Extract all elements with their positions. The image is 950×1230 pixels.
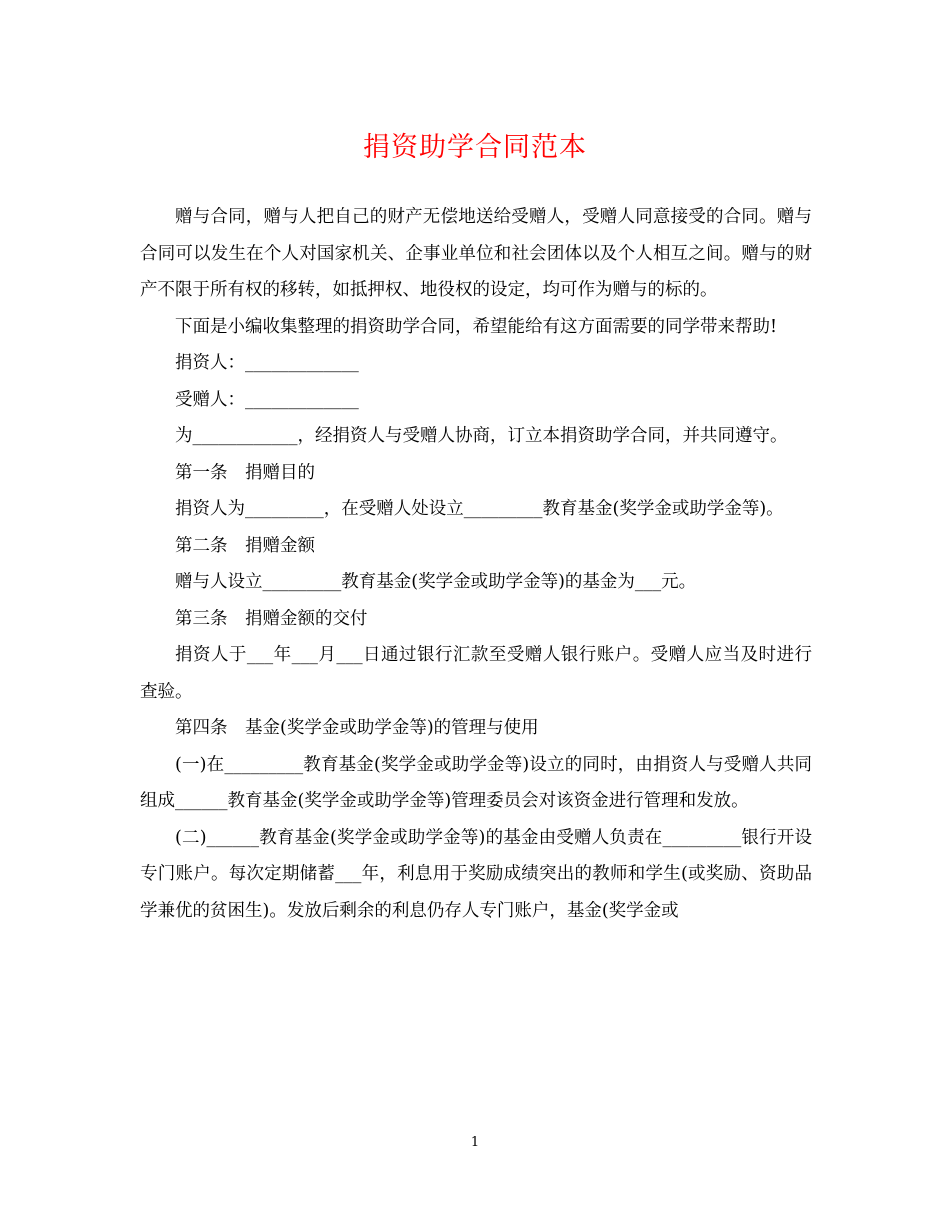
page-number: 1 bbox=[470, 1135, 480, 1150]
document-body bbox=[140, 199, 812, 929]
paragraph: 赠与合同，赠与人把自己的财产无偿地送给受赠人，受赠人同意接受的合同。赠与合同可以发生在个人对国家机关、企事业单位和社会团体以及个人相互之间。赠与的财产不限于所有权的移转，如抵押权、地役权的设定，均可作为赠与的标的。 bbox=[140, 207, 812, 300]
paragraph: 捐资人于___年___月___日通过银行汇款至受赠人银行账户。受赠人应当及时进行查验。 bbox=[140, 645, 812, 702]
article-heading: 第四条 基金(奖学金或助学金等)的管理与使用 bbox=[175, 718, 539, 738]
article-heading: 第三条 捐赠金额的交付 bbox=[175, 608, 368, 629]
paragraph: 赠与人设立_________教育基金(奖学金或助学金等)的基金为___元。 bbox=[175, 572, 697, 592]
document-title: 捐资助学合同范本 bbox=[363, 132, 587, 163]
paragraph: 下面是小编收集整理的捐资助学合同，希望能给有这方面需要的同学带来帮助! bbox=[175, 316, 778, 337]
paragraph: (二)______教育基金(奖学金或助学金等)的基金由受赠人负责在_________银行开设专门账户。每次定期储蓄___年，利息用于奖励成绩突出的教师和学生(或奖励、资助品学兼优的贫困生)。发放后剩余的利息仍存人专门账户，基金(奖学金或 bbox=[140, 827, 812, 921]
paragraph: 捐资人为_________，在受赠人处设立_________教育基金(奖学金或助学金等)。 bbox=[175, 499, 784, 519]
paragraph: 为____________，经捐资人与受赠人协商，订立本捐资助学合同，并共同遵守。 bbox=[175, 426, 788, 446]
paragraph: (一)在_________教育基金(奖学金或助学金等)设立的同时，由捐资人与受赠人共同组成______教育基金(奖学金或助学金等)管理委员会对该资金进行管理和发放。 bbox=[140, 754, 812, 811]
recipient-field-line: 受赠人：_____________ bbox=[175, 389, 359, 410]
article-heading: 第一条 捐赠目的 bbox=[175, 462, 315, 483]
article-heading: 第二条 捐赠金额 bbox=[175, 535, 315, 556]
donor-field-line: 捐资人：_____________ bbox=[175, 353, 359, 373]
